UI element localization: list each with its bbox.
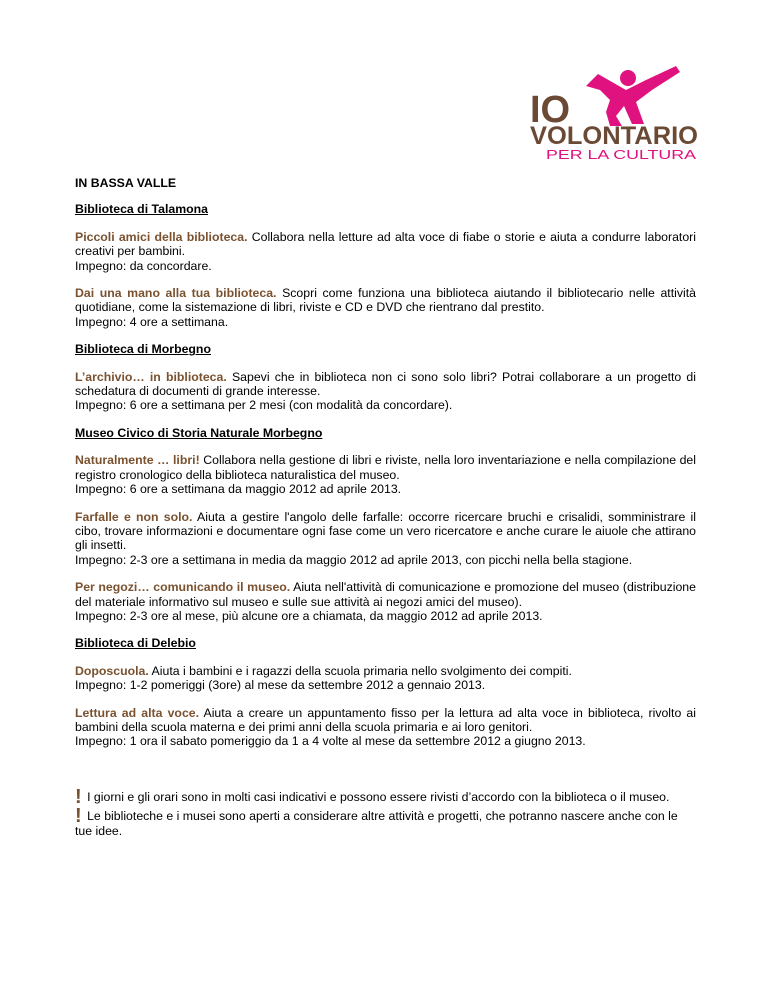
activity-title: L’archivio… in biblioteca. [75, 369, 227, 384]
activity-title: Farfalle e non solo. [75, 509, 193, 524]
logo-per-la-cultura: PER LA CULTURA [546, 147, 697, 160]
footnote [75, 805, 696, 839]
activity-item [75, 706, 696, 749]
activity-item [75, 510, 696, 568]
logo-figure [586, 66, 680, 126]
activity-description: Aiuta a gestire l'angolo delle farfalle: occorre ricercare bruchi e crisalidi, somministrare il cibo, trovare informazioni e documentare ogni fase come un vero ricercatore e anche curare le aiuole che attirano gli insetti. [75, 509, 696, 553]
footnote-text: Le biblioteche e i musei sono aperti a considerare altre attività e progetti, che potranno nascere anche con le tue idee. [75, 809, 678, 838]
logo-io: IO [530, 89, 571, 131]
activity-description: Collabora nella letture ad alta voce di fiabe o storie e aiuta a condurre laboratori creativi per bambini. [75, 229, 697, 259]
venue-title: Biblioteca di Talamona [75, 202, 209, 217]
footnote-text: I giorni e gli orari sono in molti casi indicativi e possono essere rivisti d’accordo con la biblioteca o il museo. [87, 790, 670, 804]
activity-item [75, 453, 696, 496]
activity-description: Scopri come funziona una biblioteca aiutando il bibliotecario nelle attività quotidiane, come la sistemazione di libri, riviste e CD e DVD che rientrano dal prestito. [75, 286, 696, 315]
activity-description: Sapevi che in biblioteca non ci sono solo libri? Potrai collaborare a un progetto di schedatura di documenti di grande interesse. [75, 369, 696, 399]
activity-title: Naturalmente … libri! [75, 453, 200, 468]
footnote [75, 786, 696, 808]
activity-description: Aiuta a creare un appuntamento fisso per la lettura ad alta voce in biblioteca, rivolto ai bambini della scuola materna e dei primi anni della scuola primaria e ai loro genitori. [75, 705, 696, 734]
footnotes [75, 786, 696, 843]
activity-item [75, 580, 696, 623]
document-body [75, 176, 696, 762]
activity-commitment: Impegno: 2-3 ore al mese, più alcune ore a chiamata, da maggio 2012 ad aprile 2013. [75, 608, 543, 623]
venue-title: Biblioteca di Morbegno [75, 342, 211, 357]
activity-commitment: Impegno: 1-2 pomeriggi (3ore) al mese da settembre 2012 a gennaio 2013. [75, 678, 486, 693]
io-volontario-logo [526, 60, 704, 160]
venue-title: Museo Civico di Storia Naturale Morbegno [75, 425, 323, 440]
activity-commitment: Impegno: 1 ora il sabato pomeriggio da 1 a 4 volte al mese da settembre 2012 a giugno 2013. [75, 734, 586, 749]
activity-item [75, 370, 696, 413]
activity-title: Piccoli amici della biblioteca. [75, 229, 248, 244]
exclamation-icon: ! [75, 786, 82, 808]
activity-description: Collabora nella gestione di libri e riviste, nella loro inventariazione e nella compilazione del registro cronologico della biblioteca naturalistica del museo. [75, 453, 697, 482]
activity-description: Aiuta i bambini e i ragazzi della scuola primaria nello svolgimento dei compiti. [151, 663, 572, 678]
activity-item [75, 230, 696, 273]
activity-description: Aiuta nell'attività di comunicazione e promozione del museo (distribuzione del materiale informativo sul museo e sulle sue attività ai negozi amici del museo). [75, 580, 696, 609]
activity-item [75, 286, 696, 329]
logo-volontario: VOLONTARIO [530, 122, 698, 150]
activity-title: Doposcuola. [75, 663, 149, 678]
activity-item [75, 664, 696, 693]
section-header: IN BASSA VALLE [75, 176, 177, 190]
activity-commitment: Impegno: da concordare. [75, 258, 212, 273]
activity-title: Per negozi… comunicando il museo. [75, 580, 291, 595]
activity-commitment: Impegno: 6 ore a settimana per 2 mesi (con modalità da concordare). [75, 398, 453, 413]
activity-title: Dai una mano alla tua biblioteca. [75, 286, 277, 301]
activity-commitment: Impegno: 4 ore a settimana. [75, 314, 229, 329]
activity-commitment: Impegno: 2-3 ore a settimana in media da maggio 2012 ad aprile 2013, con picchi nella bella stagione. [75, 552, 633, 567]
logo-graphic [526, 60, 704, 160]
exclamation-icon: ! [75, 805, 82, 827]
activity-commitment: Impegno: 6 ore a settimana da maggio 2012 ad aprile 2013. [75, 482, 402, 497]
activity-title: Lettura ad alta voce. [75, 705, 200, 720]
venue-title: Biblioteca di Delebio [75, 636, 196, 651]
